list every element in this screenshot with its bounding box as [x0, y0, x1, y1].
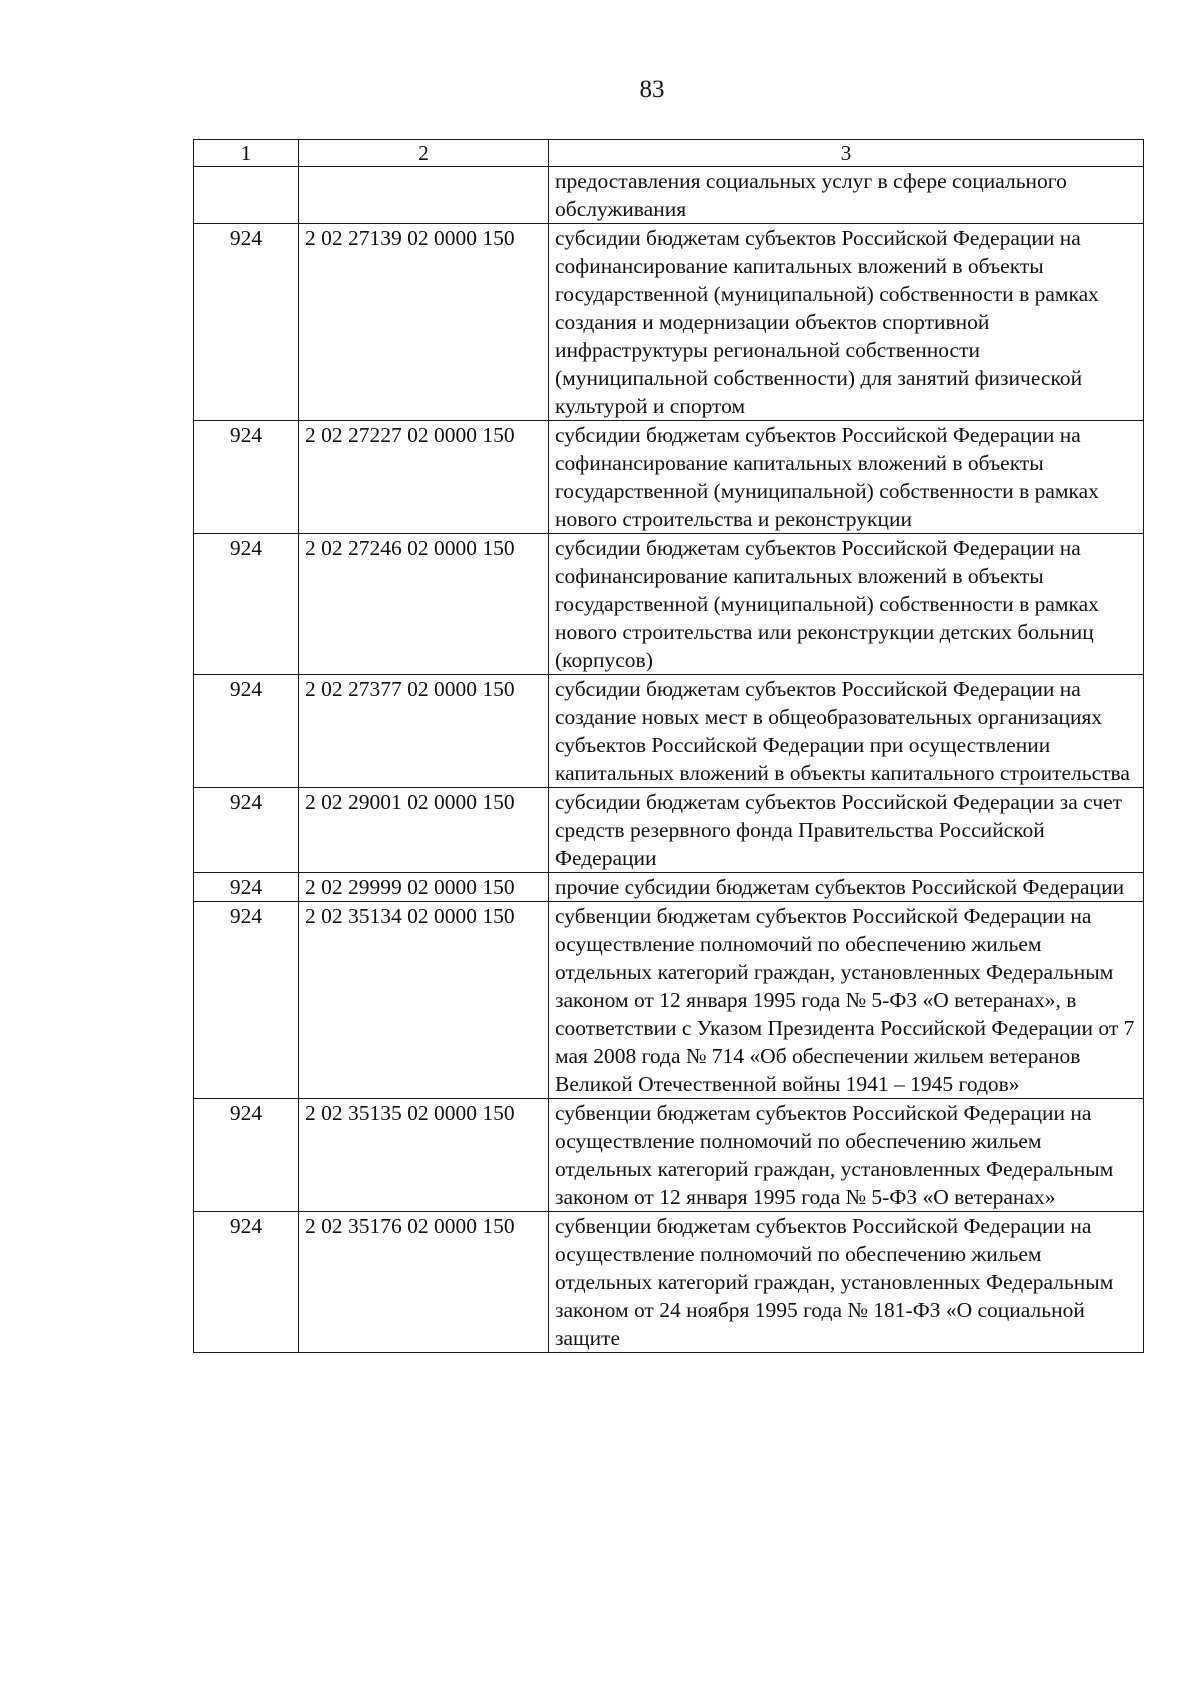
description-cell: прочие субсидии бюджетам субъектов Российской Федерации: [549, 873, 1144, 902]
table-row: [194, 421, 1144, 534]
table-row: [194, 534, 1144, 675]
description-cell: субсидии бюджетам субъектов Российской Федерации за счет средств резервного фонда Правительства Российской Федерации: [549, 788, 1144, 873]
admin-code-cell: 924: [194, 788, 299, 873]
table-row: [194, 902, 1144, 1099]
page-number: 83: [639, 76, 665, 103]
admin-code-cell: 924: [194, 902, 299, 1099]
description-cell: субсидии бюджетам субъектов Российской Федерации на софинансирование капитальных вложений в объекты государственной (муниципальной) собственности в рамках нового строительства или реконструкции детских больниц (корпусов): [549, 534, 1144, 675]
budget-code-cell: 2 02 35176 02 0000 150: [299, 1212, 549, 1353]
table-row: [194, 224, 1144, 421]
budget-code-cell: 2 02 29999 02 0000 150: [299, 873, 549, 902]
table-row: [194, 675, 1144, 788]
budget-code-cell: 2 02 27227 02 0000 150: [299, 421, 549, 534]
admin-code-cell: 924: [194, 421, 299, 534]
budget-code-cell: 2 02 35134 02 0000 150: [299, 902, 549, 1099]
description-cell: субсидии бюджетам субъектов Российской Федерации на софинансирование капитальных вложений в объекты государственной (муниципальной) собственности в рамках создания и модернизации объектов спортивной инфраструктуры региональной собственности (муниципальной собственности) для занятий физической культурой и спортом: [549, 224, 1144, 421]
admin-code-cell: [194, 167, 299, 224]
description-cell: субсидии бюджетам субъектов Российской Федерации на создание новых мест в общеобразовательных организациях субъектов Российской Федерации при осуществлении капитальных вложений в объекты капитального строительства: [549, 675, 1144, 788]
table-row: [194, 1099, 1144, 1212]
description-cell: предоставления социальных услуг в сфере социального обслуживания: [549, 167, 1144, 224]
table-row: [194, 873, 1144, 902]
description-cell: субсидии бюджетам субъектов Российской Федерации на софинансирование капитальных вложений в объекты государственной (муниципальной) собственности в рамках нового строительства и реконструкции: [549, 421, 1144, 534]
budget-code-cell: 2 02 27139 02 0000 150: [299, 224, 549, 421]
table-header-row: [194, 140, 1144, 167]
budget-code-cell: 2 02 35135 02 0000 150: [299, 1099, 549, 1212]
budget-code-cell: 2 02 29001 02 0000 150: [299, 788, 549, 873]
admin-code-cell: 924: [194, 873, 299, 902]
admin-code-cell: 924: [194, 1099, 299, 1212]
description-cell: субвенции бюджетам субъектов Российской Федерации на осуществление полномочий по обеспечению жильем отдельных категорий граждан, установленных Федеральным законом от 12 января 1995 года № 5-ФЗ «О ветеранах»: [549, 1099, 1144, 1212]
admin-code-cell: 924: [194, 534, 299, 675]
admin-code-cell: 924: [194, 224, 299, 421]
column-header-3: 3: [549, 140, 1144, 167]
budget-code-cell: [299, 167, 549, 224]
admin-code-cell: 924: [194, 675, 299, 788]
table-row: [194, 1212, 1144, 1353]
budget-codes-table: [193, 139, 1144, 1353]
column-header-2: 2: [299, 140, 549, 167]
description-cell: субвенции бюджетам субъектов Российской Федерации на осуществление полномочий по обеспечению жильем отдельных категорий граждан, установленных Федеральным законом от 24 ноября 1995 года № 181-ФЗ «О социальной защите: [549, 1212, 1144, 1353]
description-cell: субвенции бюджетам субъектов Российской Федерации на осуществление полномочий по обеспечению жильем отдельных категорий граждан, установленных Федеральным законом от 12 января 1995 года № 5-ФЗ «О ветеранах», в соответствии с Указом Президента Российской Федерации от 7 мая 2008 года № 714 «Об обеспечении жильем ветеранов Великой Отечественной войны 1941 – 1945 годов»: [549, 902, 1144, 1099]
admin-code-cell: 924: [194, 1212, 299, 1353]
column-header-1: 1: [194, 140, 299, 167]
budget-code-cell: 2 02 27246 02 0000 150: [299, 534, 549, 675]
table-row: [194, 167, 1144, 224]
budget-code-cell: 2 02 27377 02 0000 150: [299, 675, 549, 788]
table-row: [194, 788, 1144, 873]
